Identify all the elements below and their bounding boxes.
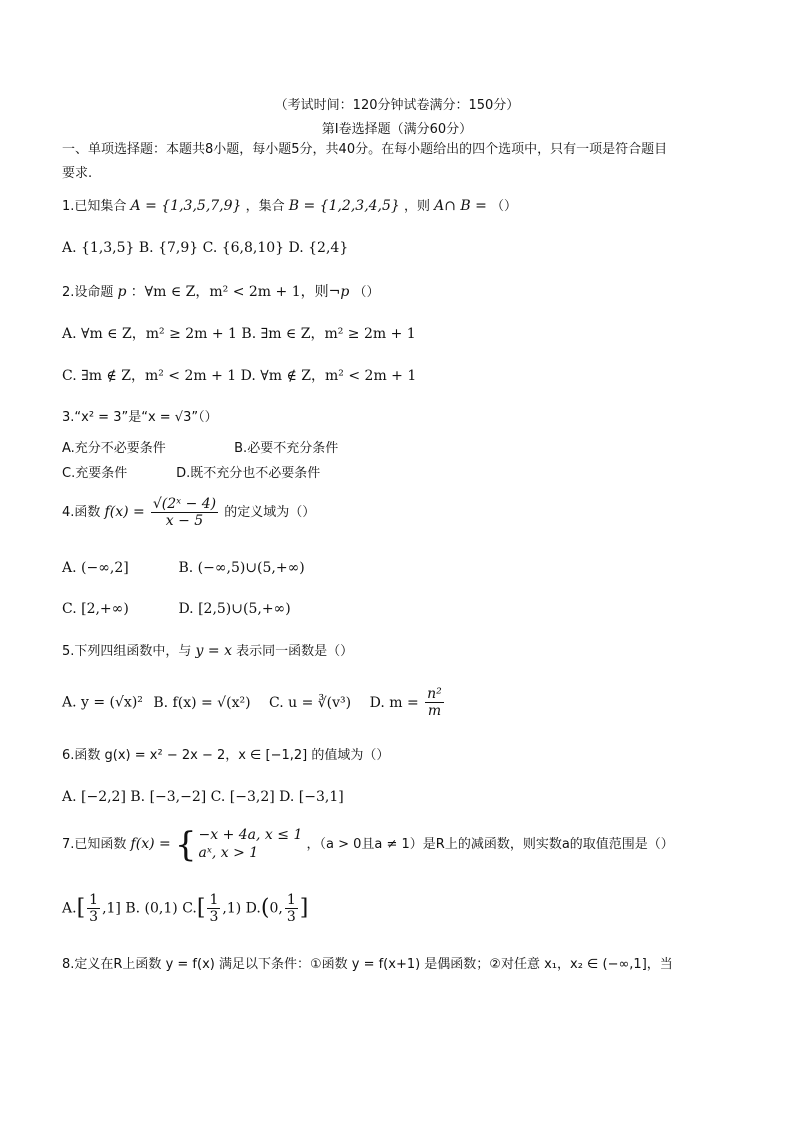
q1-set-b: B = {1,2,3,4,5}	[288, 198, 400, 214]
q7-case-2: aˣ, x > 1	[198, 844, 259, 861]
q2-bracket: （）	[353, 285, 380, 300]
q7-option-a-fraction	[87, 892, 100, 925]
q5-expr: y = x	[195, 643, 232, 659]
part1-intro-line1: 一、单项选择题：本题共8小题，每小题5分，共40分。在每小题给出的四个选项中，只有一项是符合题目	[62, 142, 668, 157]
q2-p2: p	[340, 284, 350, 300]
q7-prefix: 7.已知函数	[62, 837, 127, 852]
q5-option-d-den: m	[427, 703, 442, 720]
q1-tail: ，则	[403, 199, 430, 214]
frac-numerator: 1	[209, 892, 219, 908]
question-6-stem: 6.函数 g(x) = x² − 2x − 2，x ∈ [−1,2] 的值域为（）	[62, 748, 390, 763]
q7-option-d-fraction	[285, 892, 298, 925]
question-2-options-ab	[62, 326, 416, 343]
question-4-options-cd	[62, 601, 291, 618]
question-7-stem	[62, 824, 674, 865]
q5-option-a: A. y = (√x)²	[62, 694, 143, 711]
question-8-stem: 8.定义在R上函数 y = f(x) 满足以下条件：①函数 y = f(x+1) 是偶函数；②对任意 x₁，x₂ ∈ (−∞,1]，当	[62, 957, 673, 972]
q4-denominator: x − 5	[165, 513, 204, 530]
frac-denominator: 3	[89, 909, 99, 926]
q3-option-a: A.充分不必要条件	[62, 441, 166, 456]
question-3-options-cd	[62, 466, 320, 482]
q7-fx: f(x) =	[130, 836, 171, 852]
question-2-options-cd	[62, 368, 416, 385]
q7-option-a-label: A.	[62, 900, 77, 917]
q1-prefix: 1.已知集合	[62, 199, 127, 214]
q1-expr: A∩ B =	[434, 198, 487, 214]
q1-set-a: A = {1,3,5,7,9}	[130, 198, 242, 214]
question-5-stem	[62, 643, 353, 660]
q5-option-c: C. u = ∛(v³)	[269, 694, 352, 711]
q7-option-c-right: ,1)	[222, 900, 242, 917]
q4-option-b: B. (−∞,5)∪(5,+∞)	[178, 560, 305, 576]
q4-fx: f(x) =	[104, 504, 145, 521]
q7-option-c-fraction	[207, 892, 220, 925]
q2-option-d: D. ∀m ∉ Z，m² < 2m + 1	[240, 368, 417, 384]
question-4-options-ab	[62, 560, 305, 577]
q7-option-d-right: ]	[299, 895, 309, 921]
question-1-options: A. {1,3,5} B. {7,9} C. {6,8,10} D. {2,4}	[62, 240, 349, 256]
q5-option-d-prefix: D. m =	[369, 694, 419, 711]
question-1-stem	[62, 198, 517, 215]
q4-suffix: 的定义域为（）	[224, 505, 316, 521]
q2-p: p	[117, 284, 127, 300]
frac-numerator: 1	[89, 892, 99, 908]
q7-piecewise	[174, 824, 303, 865]
q2-option-c: C. ∃m ∉ Z，m² < 2m + 1	[62, 368, 237, 384]
q4-option-c: C. [2,+∞)	[62, 601, 129, 617]
q4-numerator: √(2ˣ − 4)	[152, 496, 217, 512]
q7-suffix: ，（a > 0且a ≠ 1）是R上的减函数，则实数a的取值范围是（）	[306, 837, 674, 852]
frac-numerator: 1	[286, 892, 296, 908]
q5-prefix: 5.下列四组函数中，与	[62, 644, 192, 659]
question-2-stem	[62, 284, 379, 301]
q7-option-c-left: [	[196, 895, 206, 921]
q1-mid: ，集合	[245, 199, 285, 214]
q4-option-a: A. (−∞,2]	[62, 560, 129, 576]
q4-fraction	[151, 496, 218, 529]
question-3-options-ab	[62, 441, 338, 457]
q7-case-1: −x + 4a, x ≤ 1	[198, 827, 303, 843]
q7-option-c-label: C.	[182, 900, 197, 917]
q3-option-b: B.必要不充分条件	[234, 441, 339, 456]
q7-cases	[199, 827, 303, 862]
frac-denominator: 3	[286, 909, 296, 926]
question-3-stem: 3.“x² = 3”是“x = √3”（）	[62, 410, 218, 425]
q3-option-c: C.充要条件	[62, 466, 128, 481]
q4-option-d: D. [2,5)∪(5,+∞)	[178, 601, 291, 617]
question-6-options: A. [−2,2] B. [−3,−2] C. [−3,2] D. [−3,1]	[62, 789, 344, 805]
q2-option-a: A. ∀m ∈ Z，m² ≥ 2m + 1	[62, 326, 237, 342]
q5-option-d-num: n²	[427, 686, 442, 702]
q7-option-d-left: (	[260, 895, 270, 921]
q5-option-d-fraction	[425, 686, 444, 719]
q7-option-b: B. (0,1)	[125, 900, 178, 917]
exam-time: （考试时间：120分钟试卷满分：150分）	[274, 98, 520, 113]
section-title: 第Ⅰ卷选择题（满分60分）	[321, 122, 473, 137]
part1-intro-line2: 要求.	[62, 166, 93, 181]
q2-option-b: B. ∃m ∈ Z，m² ≥ 2m + 1	[241, 326, 416, 342]
question-7-options	[62, 892, 308, 925]
q3-option-d: D.既不充分也不必要条件	[176, 466, 321, 481]
q7-option-d-zero: 0,	[269, 900, 283, 917]
q7-option-a-left: [	[76, 895, 86, 921]
q2-prefix: 2.设命题	[62, 285, 114, 300]
q5-suffix: 表示同一函数是（）	[236, 644, 354, 659]
left-brace-icon: {	[174, 824, 197, 865]
q7-option-d-label: D.	[245, 900, 261, 917]
question-5-options	[62, 686, 446, 719]
q2-mid: ：∀m ∈ Z，m² < 2m + 1，则¬	[130, 284, 341, 300]
frac-denominator: 3	[209, 909, 219, 926]
q7-option-a-right: ,1]	[102, 900, 121, 917]
question-4-stem	[62, 496, 315, 529]
q4-prefix: 4.函数	[62, 505, 101, 521]
q1-bracket: （）	[491, 199, 518, 214]
q5-option-b: B. f(x) = √(x²)	[153, 694, 251, 711]
